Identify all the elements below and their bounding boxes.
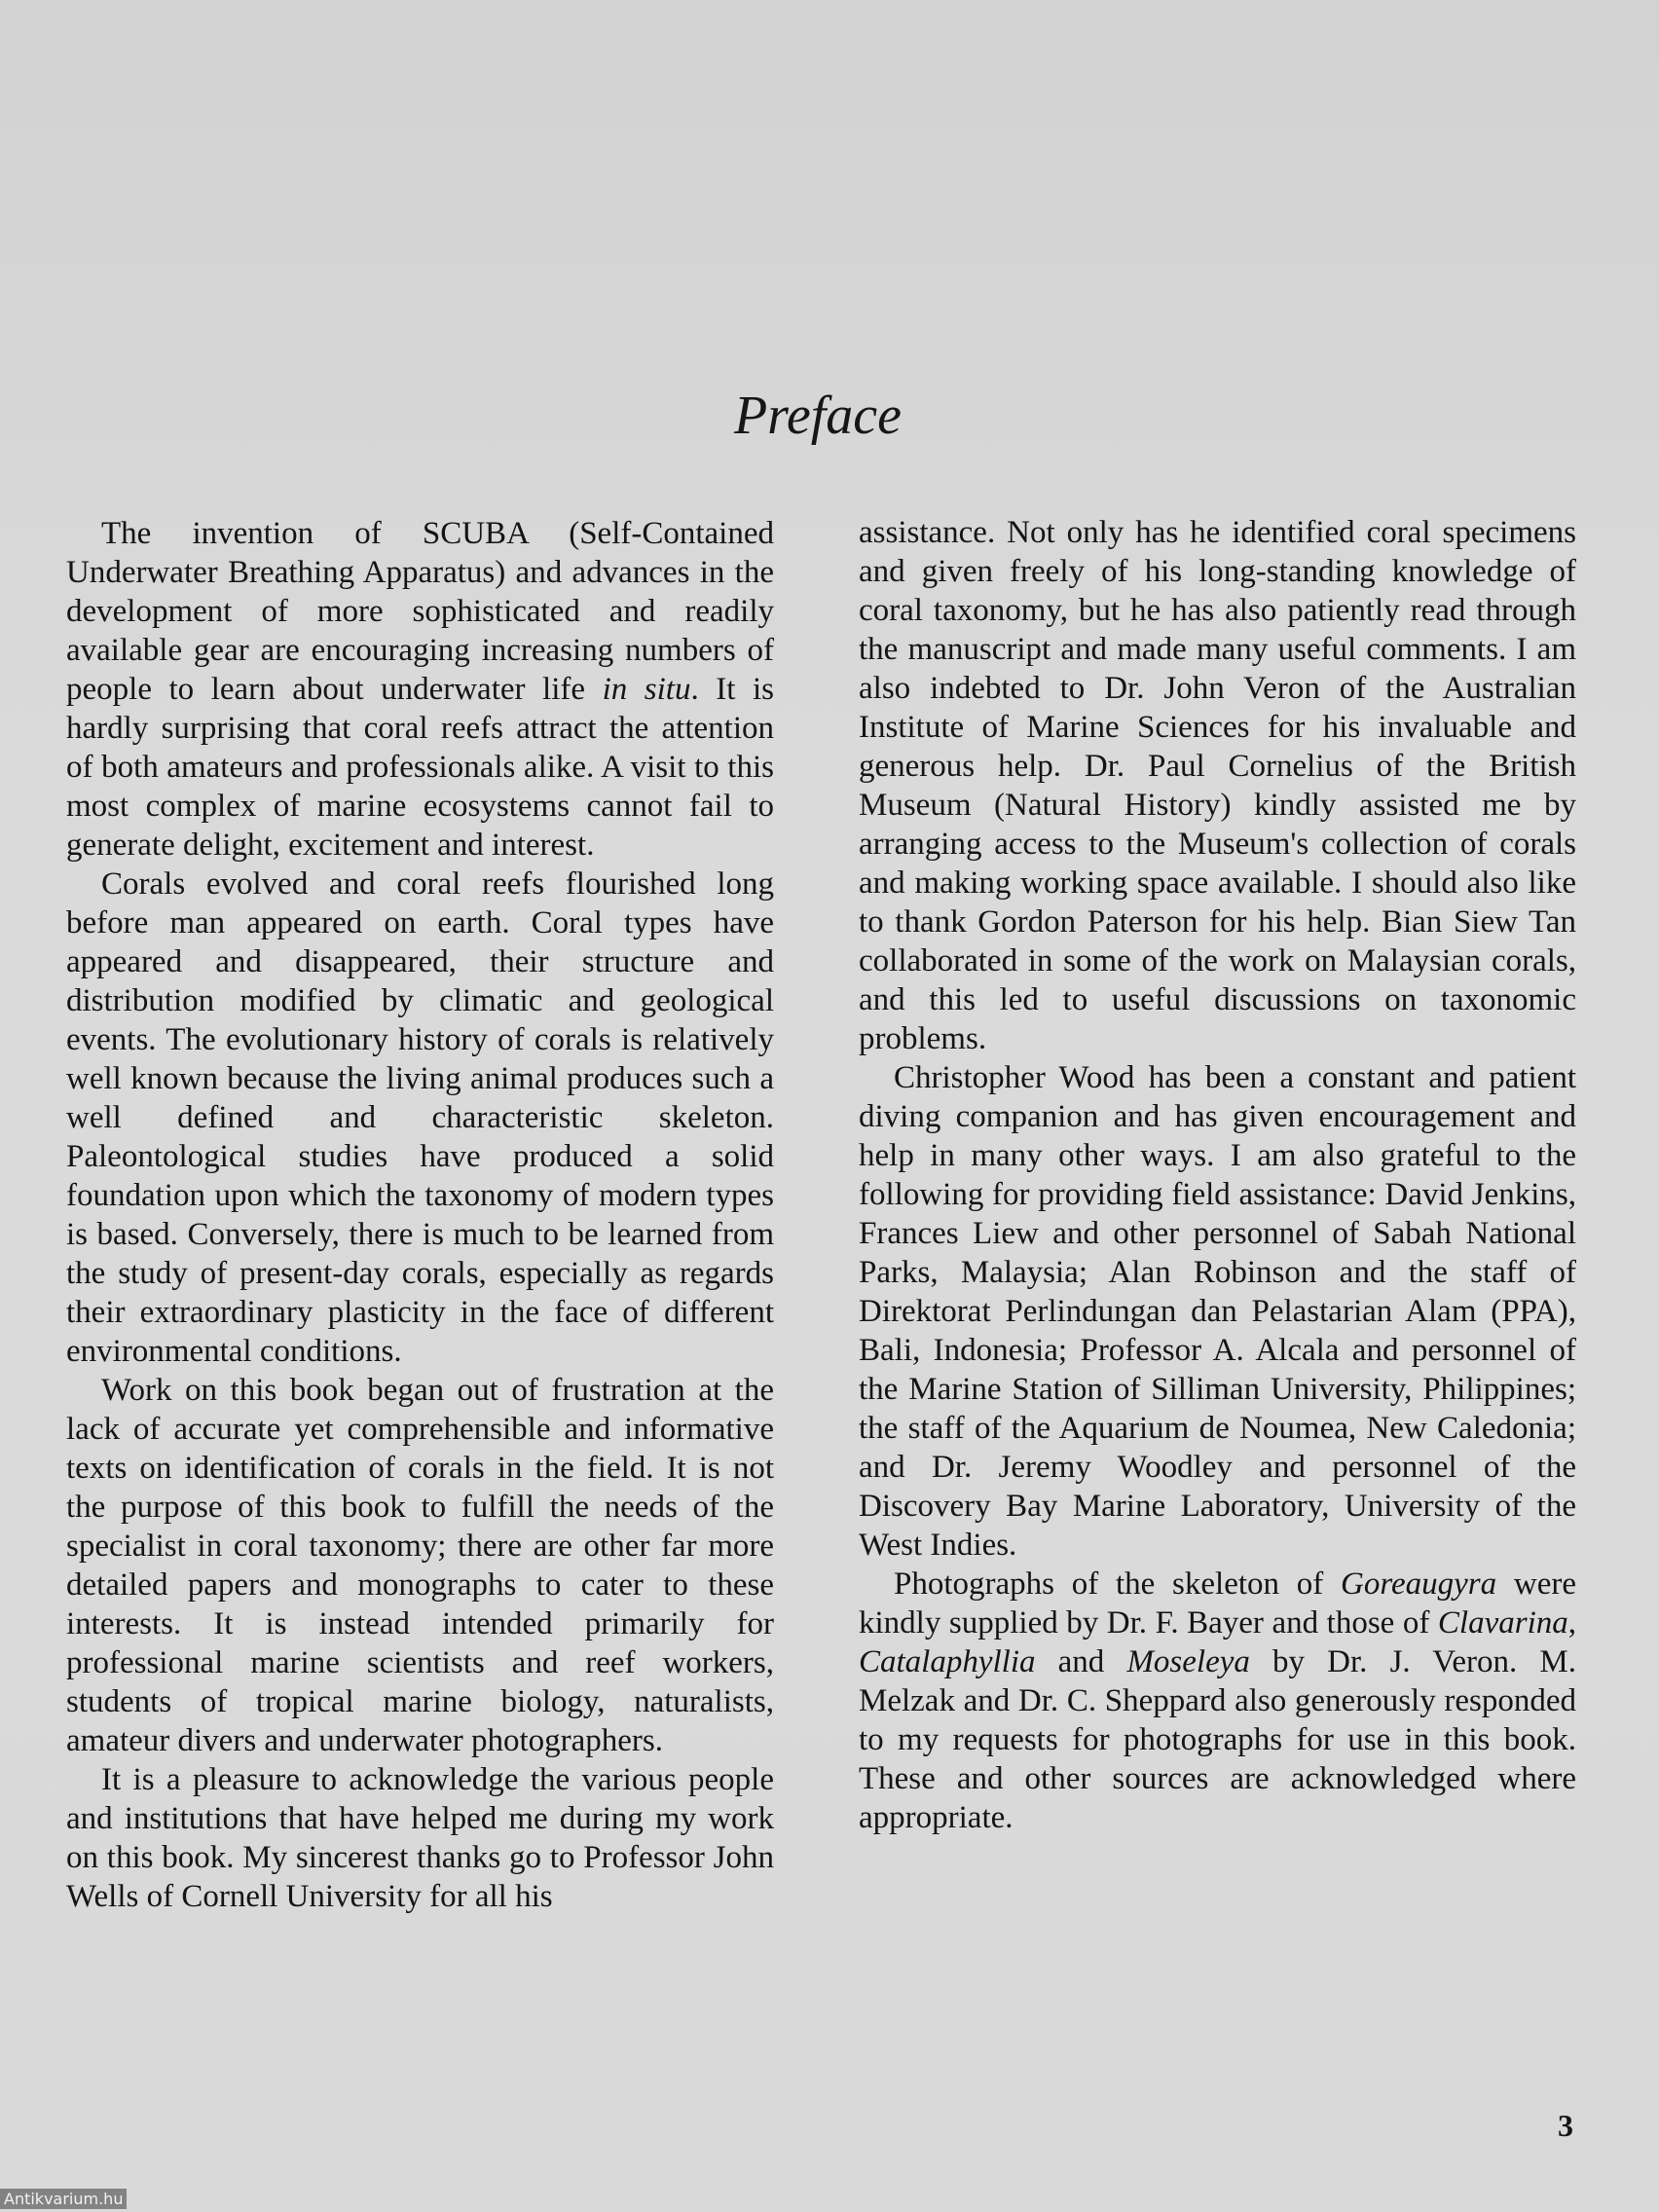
paragraph-photographs	[859, 1565, 1576, 1837]
page-title: Preface	[733, 386, 903, 446]
italic-genus: Goreaugyra	[1341, 1567, 1497, 1602]
paragraph-text: and	[1035, 1644, 1127, 1679]
right-column	[859, 513, 1576, 1837]
left-column	[66, 514, 774, 1916]
paragraph-assistance: assistance. Not only has he identified coral specimens and given freely of his long-standing knowledge of coral taxonomy, but he has also patiently read through the manuscript and made many useful comments. I am also indebted to Dr. John Veron of the Australian Institute of Marine Sciences for his invaluable and generous help. Dr. Paul Cornelius of the British Museum (Natural History) kindly assisted me by arranging access to the Museum's collection of corals and making working space available. I should also like to thank Gordon Paterson for his help. Bian Siew Tan collaborated in some of the work on Malaysian corals, and this led to useful discussions on taxonomic problems.	[859, 515, 1576, 1056]
paragraph-acknowledgements: It is a pleasure to acknowledge the various people and institutions that have helped me during my work on this book. My sincerest thanks go to Professor John Wells of Cornell University for all his	[66, 1762, 774, 1914]
italic-genus: Clavarina	[1437, 1605, 1568, 1641]
paragraph-work-on-book: Work on this book began out of frustration at the lack of accurate yet comprehensible and informative texts on identification of corals in the field. It is not the purpose of this book to fulfill the needs of the specialist in coral taxonomy; there are other far more detailed papers and monographs to cater to these interests. It is instead intended primarily for professional marine scientists and reef workers, students of tropical marine biology, naturalists, amateur divers and underwater photographers.	[66, 1373, 774, 1758]
paragraph-text: Photographs of the skeleton of	[894, 1567, 1342, 1602]
paragraph-text: by Dr. J. Veron. M. Melzak and Dr. C. Sheppard also generously responded to my requests for photographs for use in this book. These and other sources are acknowledged where appropriate.	[859, 1644, 1576, 1835]
italic-genus: Moseleya	[1126, 1644, 1250, 1679]
italic-genus: Catalaphyllia	[859, 1644, 1036, 1679]
paragraph-text: were kindly supplied by Dr. F. Bayer and those of	[859, 1567, 1576, 1641]
page-number: 3	[1558, 2108, 1573, 2143]
watermark: Antikvarium.hu	[0, 2189, 127, 2209]
paragraph-text: ,	[1567, 1605, 1576, 1641]
paragraph-text: . It is hardly surprising that coral reefs attract the attention of both amateurs and professionals alike. A visit to this most complex of marine ecosystems cannot fail to generate delight, excitement and interest.	[66, 672, 774, 863]
paragraph-scuba	[66, 514, 774, 865]
paragraph-text: The invention of SCUBA (Self-Contained Underwater Breathing Apparatus) and advances in the development of more sophisticated and readily available gear are encouraging increasing numbers of people to learn about underwater life	[66, 516, 774, 707]
paragraph-corals-evolved: Corals evolved and coral reefs flourished long before man appeared on earth. Coral types have appeared and disappeared, their structure and distribution modified by climatic and geological events. The evolutionary history of corals is relatively well known because the living animal produces such a well defined and characteristic skeleton. Paleontological studies have produced a solid foundation upon which the taxonomy of modern types is based. Conversely, there is much to be learned from the study of present-day corals, especially as regards their extraordinary plasticity in the face of different environmental conditions.	[66, 866, 774, 1369]
italic-term: in situ	[602, 672, 691, 707]
paragraph-field-assistance: Christopher Wood has been a constant and patient diving companion and has given encouragement and help in many other ways. I am also grateful to the following for providing field assistance: David Jenkins, Frances Liew and other personnel of Sabah National Parks, Malaysia; Alan Robinson and the staff of Direktorat Perlindungan dan Pelastarian Alam (PPA), Bali, Indonesia; Professor A. Alcala and personnel of the Marine Station of Silliman University, Philippines; the staff of the Aquarium de Noumea, New Caledonia; and Dr. Jeremy Woodley and personnel of the Discovery Bay Marine Laboratory, University of the West Indies.	[859, 1060, 1576, 1563]
